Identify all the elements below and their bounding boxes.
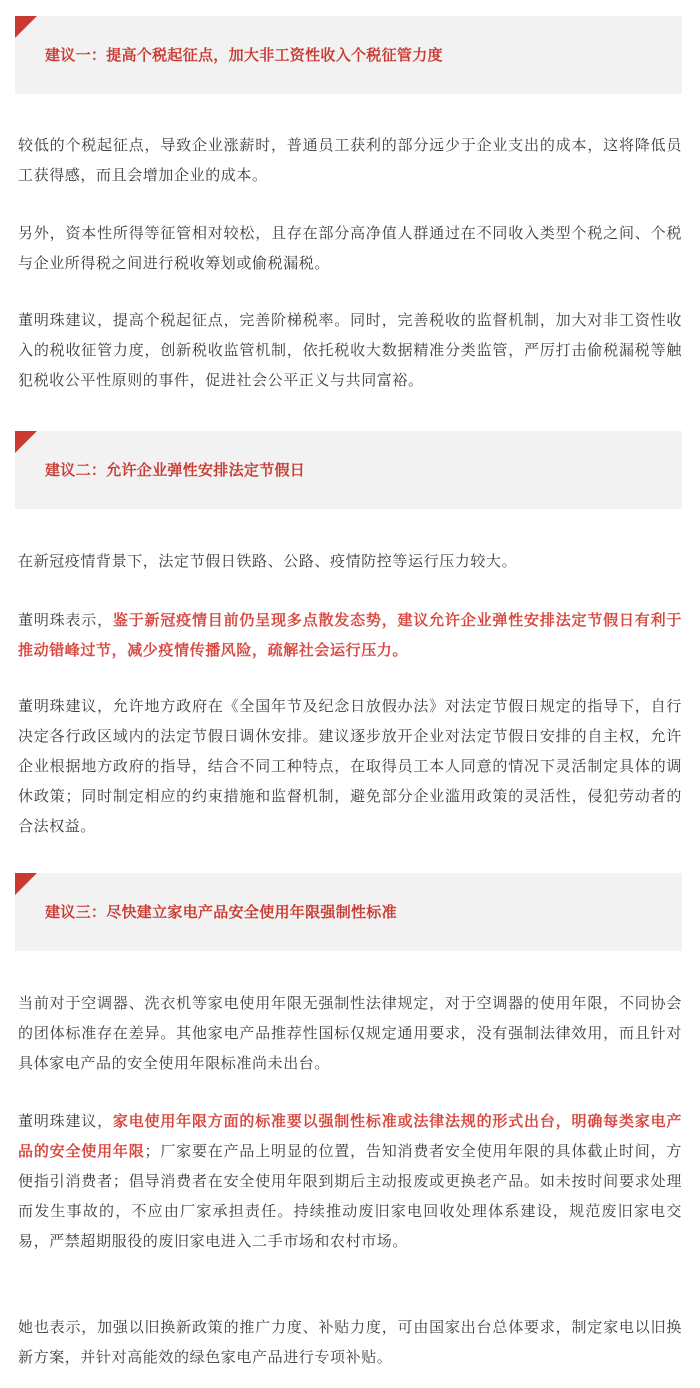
section-title-3: 建议三：尽快建立家电产品安全使用年限强制性标准	[45, 903, 397, 921]
paragraph: 她也表示，加强以旧换新政策的推广力度、补贴力度，可由国家出台总体要求，制定家电以旧换新方案，并针对高能效的绿色家电产品进行专项补贴。	[18, 1318, 682, 1366]
corner-marker-icon	[15, 431, 37, 453]
paragraph-with-highlight	[18, 605, 682, 665]
paragraph: 当前对于空调器、洗衣机等家电使用年限无强制性法律规定，对于空调器的使用年限，不同协会的团体标准存在差异。其他家电产品推荐性国标仅规定通用要求，没有强制法律效用，而且针对具体家电产品的安全使用年限标准尚未出台。	[18, 994, 682, 1072]
section-header-2	[15, 431, 682, 509]
paragraph: 在新冠疫情背景下，法定节假日铁路、公路、疫情防控等运行压力较大。	[18, 552, 518, 570]
paragraph-suffix: ；厂家要在产品上明显的位置，告知消费者安全使用年限的具体截止时间，方便指引消费者；倡导消费者在安全使用年限到期后主动报废或更换老产品。如未按时间要求处理而发生事故的，不应由厂家承担责任。持续推动废旧家电回收处理体系建设，规范废旧家电交易，严禁超期服役的废旧家电进入二手市场和农村市场。	[18, 1142, 682, 1250]
paragraph: 另外，资本性所得等征管相对较松，且存在部分高净值人群通过在不同收入类型个税之间、个税与企业所得税之间进行税收筹划或偷税漏税。	[18, 224, 682, 272]
paragraph-with-highlight	[18, 1106, 682, 1256]
paragraph-prefix: 董明珠建议，	[18, 1112, 113, 1130]
section-title-2: 建议二：允许企业弹性安排法定节假日	[45, 461, 306, 479]
paragraph: 董明珠建议，允许地方政府在《全国年节及纪念日放假办法》对法定节假日规定的指导下，自行决定各行政区域内的法定节假日调休安排。建议逐步放开企业对法定节假日安排的自主权，允许企业根据地方政府的指导，结合不同工种特点，在取得员工本人同意的情况下灵活制定具体的调休政策；同时制定相应的约束措施和监督机制，避免部分企业滥用政策的灵活性，侵犯劳动者的合法权益。	[18, 697, 682, 835]
section-header-3	[15, 873, 682, 951]
highlighted-text: 鉴于新冠疫情目前仍呈现多点散发态势，建议允许企业弹性安排法定节假日有利于推动错峰过节，减少疫情传播风险，疏解社会运行压力。	[18, 611, 682, 659]
corner-marker-icon	[15, 16, 37, 38]
section-title-1: 建议一：提高个税起征点，加大非工资性收入个税征管力度	[45, 46, 443, 64]
corner-marker-icon	[15, 873, 37, 895]
highlighted-text: 家电使用年限方面的标准要以强制性标准或法律法规的形式出台，明确每类家电产品的安全使用年限	[18, 1112, 682, 1160]
paragraph-prefix: 董明珠表示，	[18, 611, 113, 629]
paragraph: 董明珠建议，提高个税起征点，完善阶梯税率。同时，完善税收的监督机制，加大对非工资性收入的税收征管力度，创新税收监管机制，依托税收大数据精准分类监管，严厉打击偷税漏税等触犯税收公平性原则的事件，促进社会公平正义与共同富裕。	[18, 311, 682, 389]
paragraph: 较低的个税起征点，导致企业涨薪时，普通员工获利的部分远少于企业支出的成本，这将降低员工获得感，而且会增加企业的成本。	[18, 136, 682, 184]
section-header-1	[15, 16, 682, 94]
